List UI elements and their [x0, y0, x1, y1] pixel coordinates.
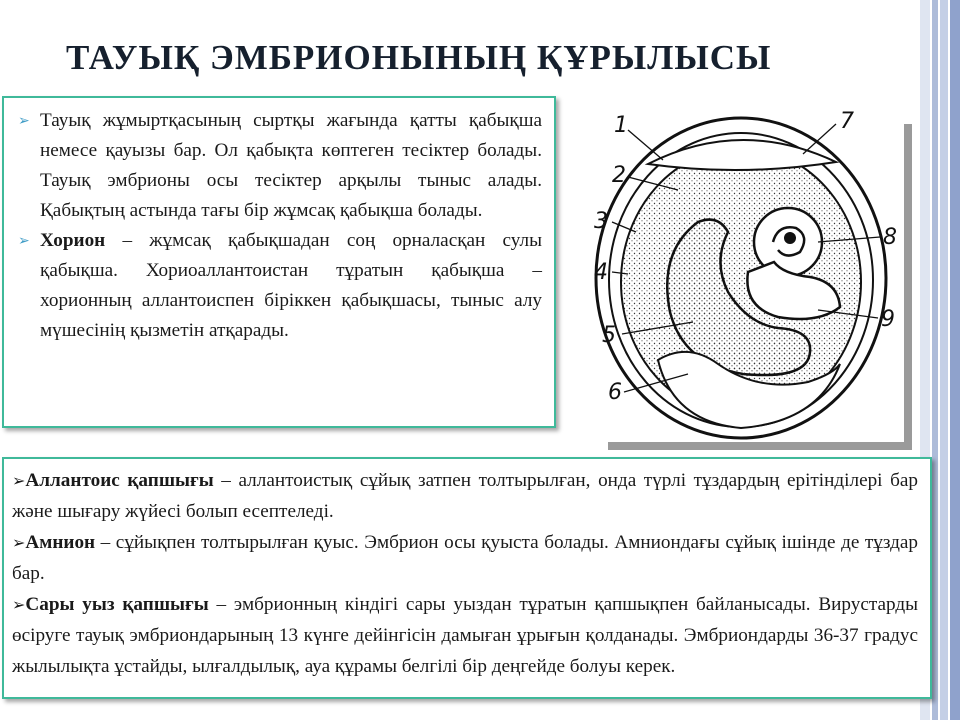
- diagram-label-3: 3: [594, 209, 608, 234]
- amnion-text: – сұйықпен толтырылған қуыс. Эмбрион осы қуыста болады. Амниондағы сұйық ішінде де тұздар бар.: [12, 532, 918, 584]
- allantois-paragraph: [12, 465, 918, 527]
- diagram-label-1: 1: [614, 113, 628, 138]
- allantois-text: – аллантоистық сұйық затпен толтырылған, онда түрлі тұздардың ерітінділері бар және шығару жүйесі болып есептеледі.: [12, 470, 918, 522]
- diagram-label-9: 9: [881, 307, 895, 332]
- bullet-arrow-icon: ➢: [18, 113, 30, 129]
- diagram-label-8: 8: [883, 225, 897, 250]
- shell-text: Тауық жұмыртқасының сыртқы жағында қатты қабықша немесе қауызы бар. Ол қабықта көптеген тесіктер болады. Тауық эмбрионы осы тесіктер арқылы тыныс алады. Қабықтың астында тағы бір жұмсақ қабықша болады.: [40, 110, 542, 221]
- bullet-arrow-icon: ➢: [18, 233, 30, 249]
- diagram-label-6: 6: [608, 380, 622, 405]
- amnion-paragraph: [12, 527, 918, 589]
- checkmark-arrow-icon: ➢: [12, 533, 26, 552]
- chorion-text: – жұмсақ қабықшадан соң орналасқан сулы қабықша. Хориоаллантоистан тұратын қабықша – хорионның аллантоиспен біріккен қабықшасы, тыныс алу мүшесінің қызметін атқарады.: [40, 230, 542, 341]
- yolk-sac-term: Сары уыз қапшығы: [25, 594, 209, 615]
- yolk-sac-text: – эмбрионның кіндігі сары уыздан тұратын қапшықпен байланысады. Вирустарды өсіруге тауық эмбриондарының 13 күнге дейінгісін дамыған ұрығын қолданады. Эмбриондарды 36-37 градус жылылықта ұстайды, ылғалдылық, ауа құрамы белгілі бір деңгейде болуы керек.: [12, 594, 918, 677]
- diagram-label-7: 7: [840, 109, 854, 134]
- chorion-term: Хорион: [40, 230, 106, 251]
- diagram-label-4: 4: [594, 260, 608, 285]
- yolk-sac-paragraph: [12, 589, 918, 682]
- page-title: ТАУЫҚ ЭМБРИОНЫНЫҢ ҚҰРЫЛЫСЫ: [66, 38, 772, 77]
- diagram-label-5: 5: [602, 323, 616, 348]
- allantois-term: Аллантоис қапшығы: [25, 470, 214, 491]
- diagram-label-2: 2: [612, 163, 626, 188]
- checkmark-arrow-icon: ➢: [12, 595, 26, 614]
- egg-embryo-diagram: [578, 102, 918, 454]
- intro-text-box: [2, 96, 556, 428]
- checkmark-arrow-icon: ➢: [12, 471, 26, 490]
- membranes-text-box: [2, 457, 932, 699]
- chorion-paragraph: [18, 226, 542, 346]
- amnion-term: Амнион: [25, 532, 96, 553]
- shell-paragraph: [18, 106, 542, 226]
